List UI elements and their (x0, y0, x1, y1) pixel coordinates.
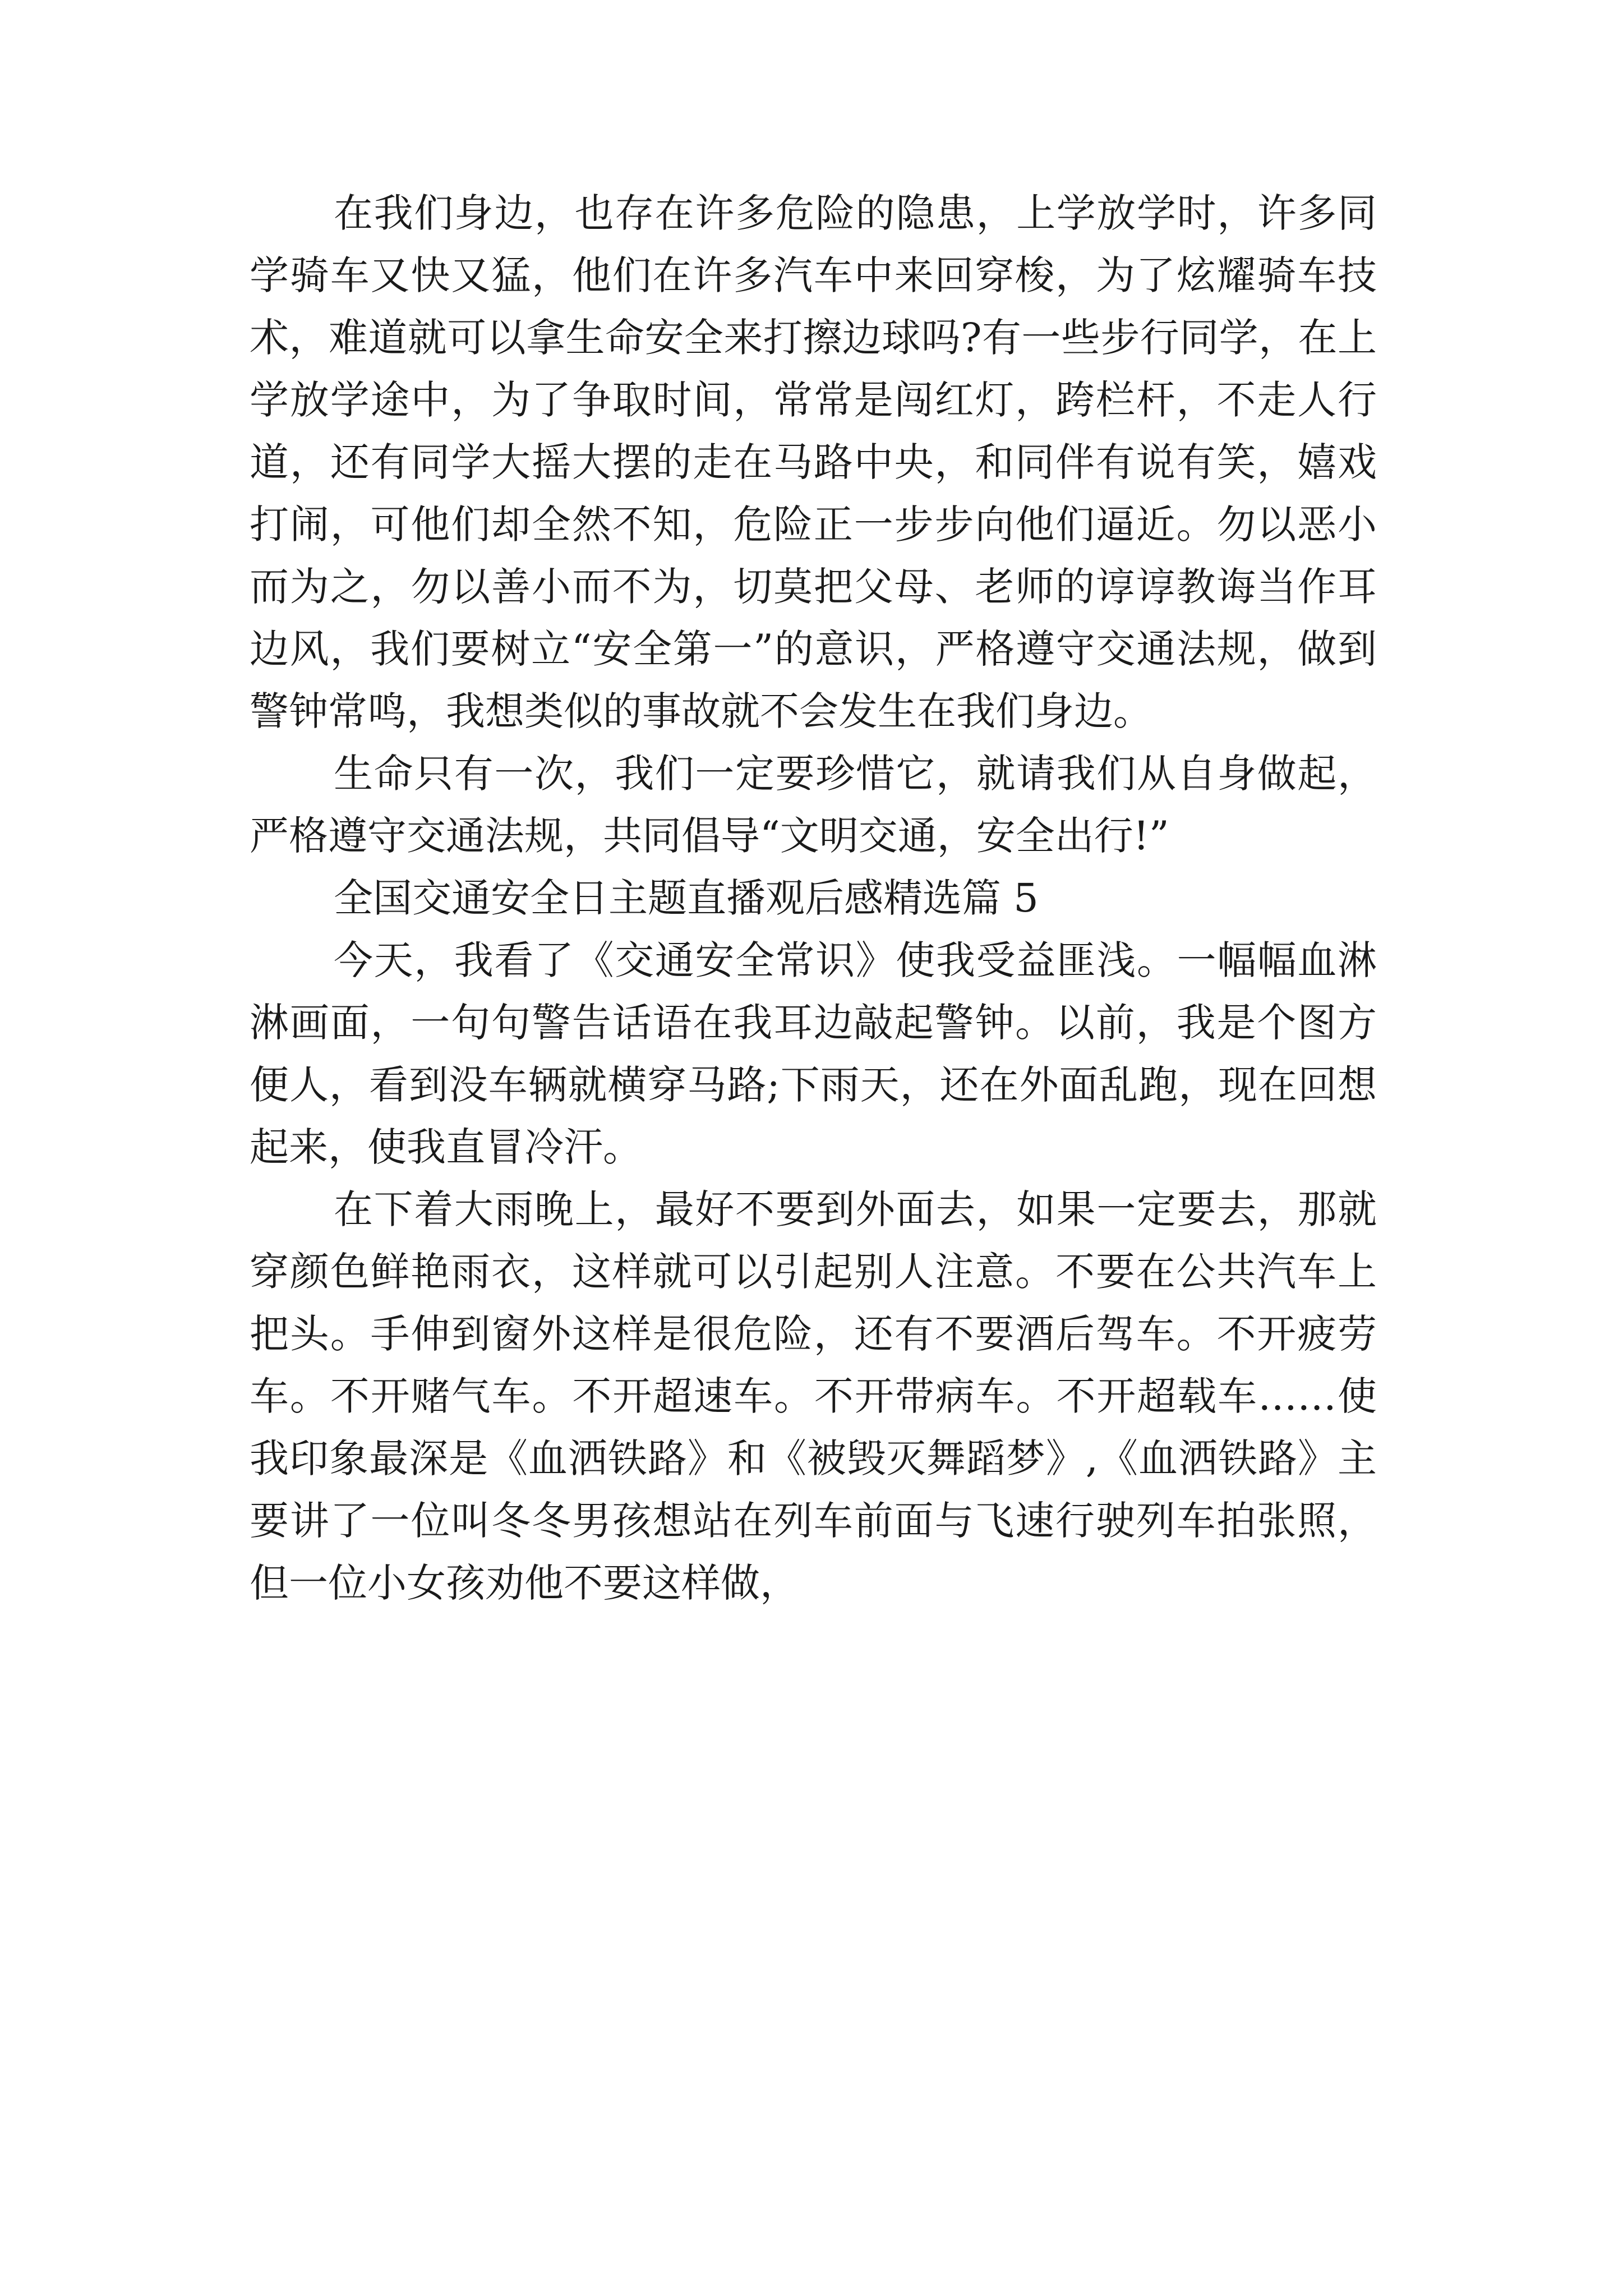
paragraph-1: 在我们身边，也存在许多危险的隐患，上学放学时，许多同学骑车又快又猛，他们在许多汽车中来回穿梭，为了炫耀骑车技术，难道就可以拿生命安全来打擦边球吗?有一些步行同学，在上学放学途中，为了争取时间，常常是闯红灯，跨栏杆，不走人行道，还有同学大摇大摆的走在马路中央，和同伴有说有笑，嬉戏打闹，可他们却全然不知，危险正一步步向他们逼近。勿以恶小而为之，勿以善小而不为，切莫把父母、老师的谆谆教诲当作耳边风，我们要树立“安全第一”的意识，严格遵守交通法规，做到警钟常鸣，我想类似的事故就不会发生在我们身边。 (250, 190, 1377, 734)
section-heading: 全国交通安全日主题直播观后感精选篇 5 (334, 875, 1039, 921)
paragraph-4: 在下着大雨晚上，最好不要到外面去，如果一定要去，那就穿颜色鲜艳雨衣，这样就可以引起别人注意。不要在公共汽车上把头。手伸到窗外这样是很危险，还有不要酒后驾车。不开疲劳车。不开赌气车。不开超速车。不开带病车。不开超载车……使我印象最深是《血洒铁路》和《被毁灭舞蹈梦》,《血洒铁路》主要讲了一位叫冬冬男孩想站在列车前面与飞速行驶列车拍张照，但一位小女孩劝他不要这样做， (250, 1186, 1377, 1606)
paragraph-2: 生命只有一次，我们一定要珍惜它，就请我们从自身做起，严格遵守交通法规，共同倡导“文明交通，安全出行!” (250, 751, 1377, 859)
paragraph-3: 今天，我看了《交通安全常识》使我受益匪浅。一幅幅血淋淋画面，一句句警告话语在我耳边敲起警钟。以前，我是个图方便人，看到没车辆就横穿马路;下雨天，还在外面乱跑，现在回想起来，使我直冒冷汗。 (250, 937, 1377, 1170)
document-body (250, 182, 1377, 1614)
